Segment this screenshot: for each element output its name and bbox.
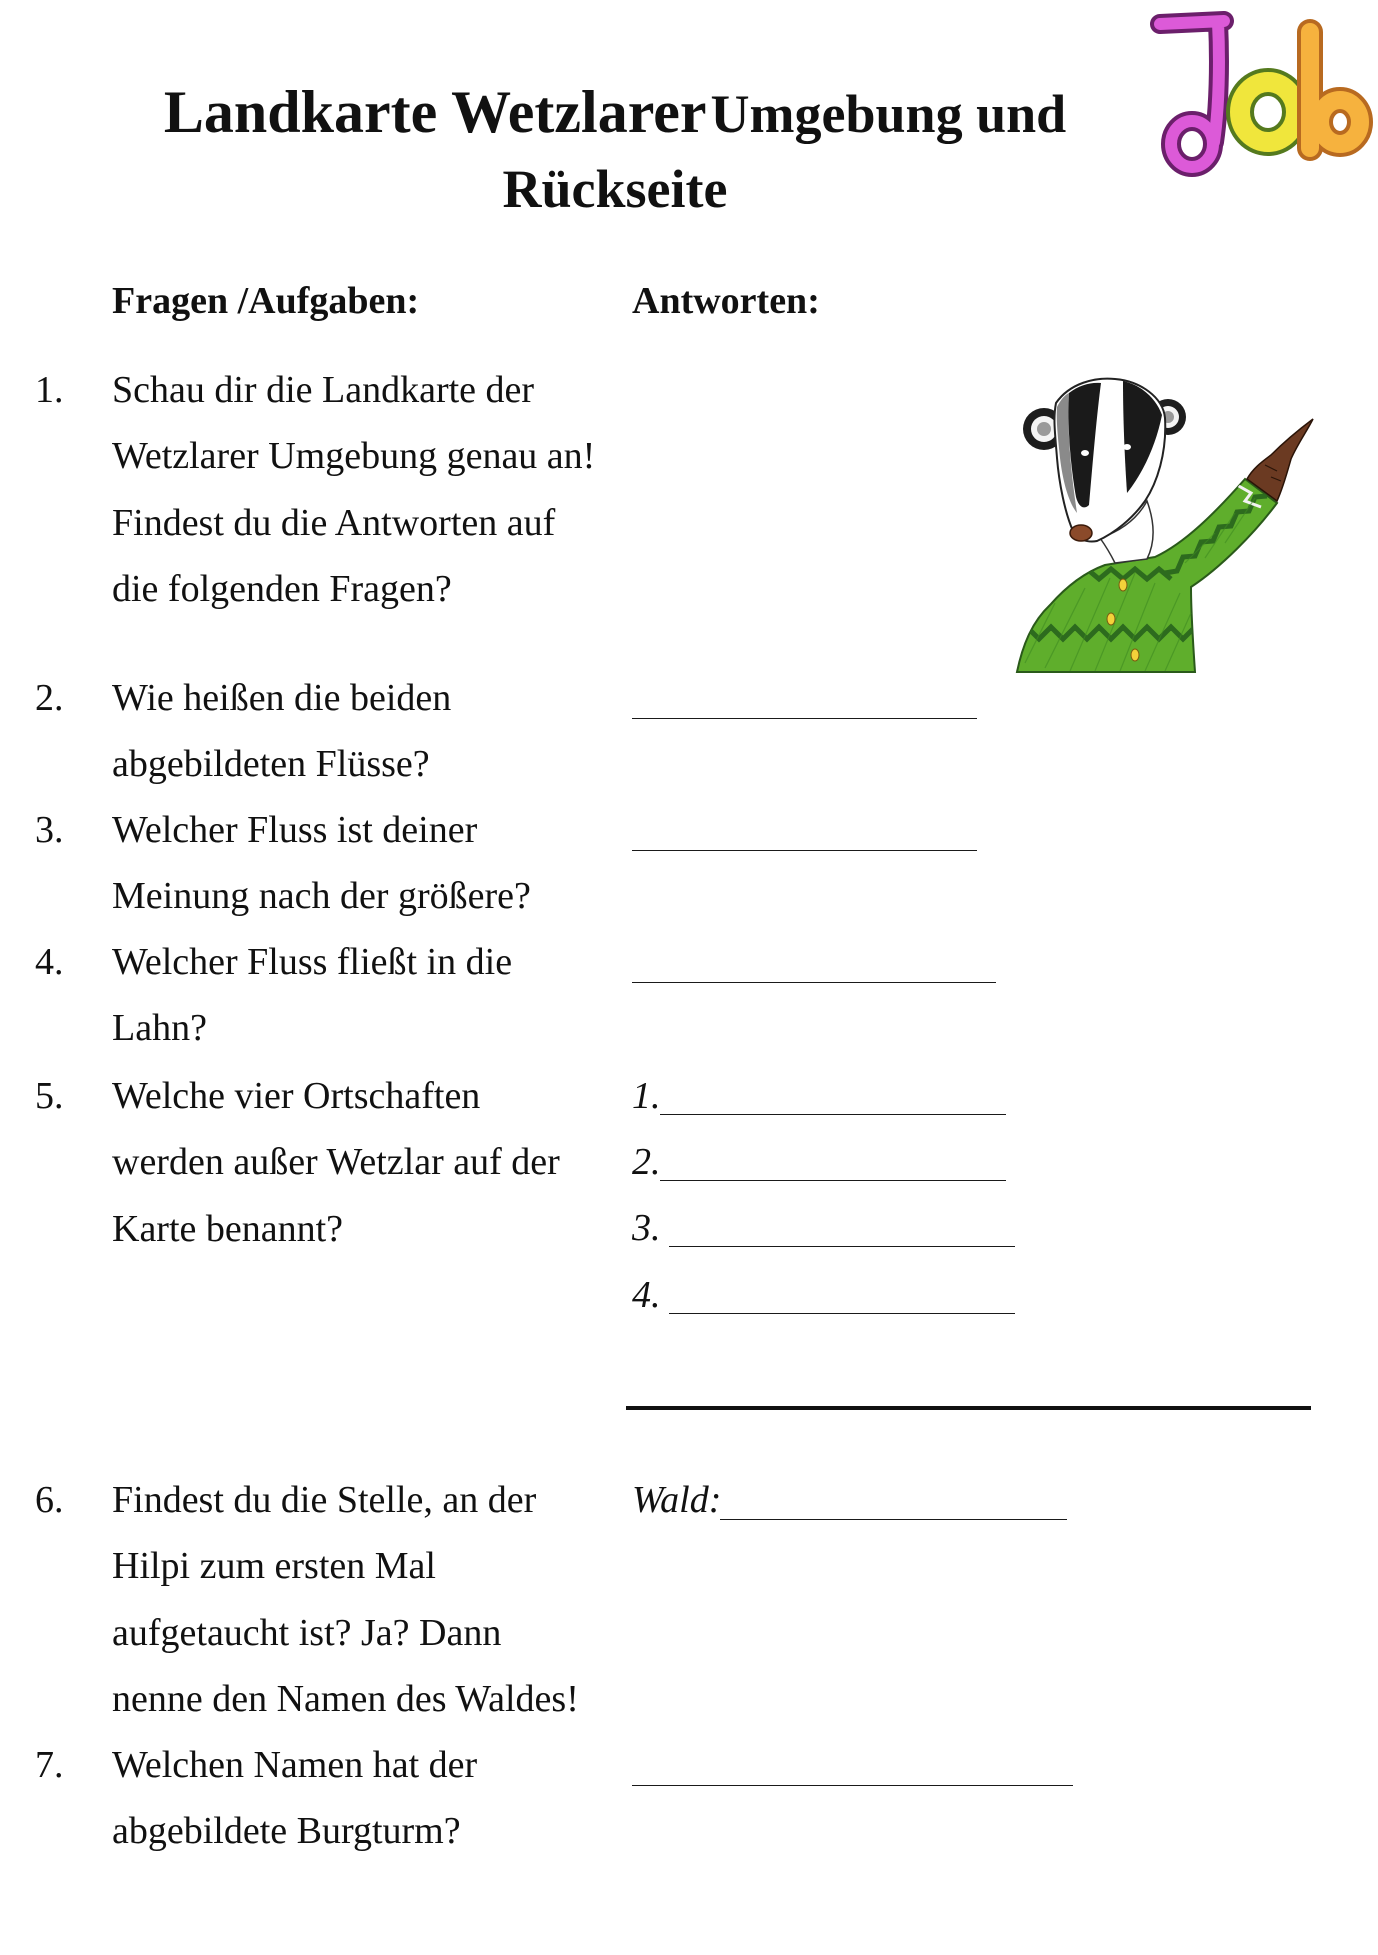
logo-letter-b <box>1310 32 1360 148</box>
page-title <box>0 76 1230 164</box>
question-text-line: Welcher Fluss ist deiner <box>112 809 478 851</box>
question-text-line: Hilpi zum ersten Mal <box>112 1545 436 1588</box>
question-text-line: Welchen Namen hat der <box>112 1744 478 1786</box>
question-text-line: Findest du die Stelle, an der <box>112 1479 537 1521</box>
answer-label-3: 3. <box>632 1207 661 1249</box>
questions-column-header: Fragen /Aufgaben: <box>112 280 420 322</box>
answer-blank-q5-1 <box>660 1114 1006 1115</box>
question-number: 6. <box>35 1479 64 1521</box>
question-text-line: Wetzlarer Umgebung genau an! <box>112 435 596 478</box>
badger-illustration <box>1015 373 1317 673</box>
answer-label-wald: Wald: <box>632 1479 722 1521</box>
question-text-line: nenne den Namen des Waldes! <box>112 1678 579 1721</box>
question-text-line: abgebildete Burgturm? <box>112 1810 461 1853</box>
logo-letter-o <box>1240 82 1296 142</box>
question-text-line: werden außer Wetzlar auf der <box>112 1141 560 1184</box>
answer-blank-q3 <box>632 850 977 851</box>
answer-label-4: 4. <box>632 1274 661 1316</box>
question-text-line: Schau dir die Landkarte der <box>112 369 535 411</box>
question-number: 3. <box>35 809 64 851</box>
answer-label-1: 1. <box>632 1075 661 1117</box>
answer-blank-q7 <box>632 1785 1073 1786</box>
answer-blank-q4 <box>632 982 996 983</box>
answer-blank-q5-2 <box>660 1180 1006 1181</box>
logo-letter-j <box>1160 21 1224 167</box>
question-number: 4. <box>35 941 64 983</box>
question-text-line: abgebildeten Flüsse? <box>112 743 430 786</box>
question-text-line: Wie heißen die beiden <box>112 677 452 719</box>
question-text-line: Findest du die Antworten auf <box>112 501 556 544</box>
question-text-line: Meinung nach der größere? <box>112 875 531 918</box>
question-text-line: Karte benannt? <box>112 1207 344 1250</box>
answer-blank-q5-3 <box>669 1246 1015 1247</box>
title-part-2: Umgebung und <box>710 84 1067 144</box>
page-title-line-2: Rückseite <box>502 159 728 219</box>
question-number: 7. <box>35 1744 64 1786</box>
question-text-line: Lahn? <box>112 1007 207 1050</box>
question-number: 2. <box>35 677 64 719</box>
title-part-1: Landkarte Wetzlarer <box>163 79 707 145</box>
question-text-line: die folgenden Fragen? <box>112 568 452 611</box>
question-text-line: Welcher Fluss fließt in die <box>112 941 513 983</box>
answers-column-header: Antworten: <box>632 280 820 322</box>
answer-blank-q2 <box>632 718 977 719</box>
answer-blank-q5-4 <box>669 1313 1015 1314</box>
job-logo <box>1150 8 1375 178</box>
question-number: 5. <box>35 1075 64 1117</box>
answer-label-2: 2. <box>632 1141 661 1183</box>
question-text-line: Welche vier Ortschaften <box>112 1075 481 1117</box>
section-divider <box>626 1406 1311 1410</box>
answer-blank-q6 <box>720 1519 1067 1520</box>
question-text-line: aufgetaucht ist? Ja? Dann <box>112 1611 502 1654</box>
question-number: 1. <box>35 369 64 411</box>
